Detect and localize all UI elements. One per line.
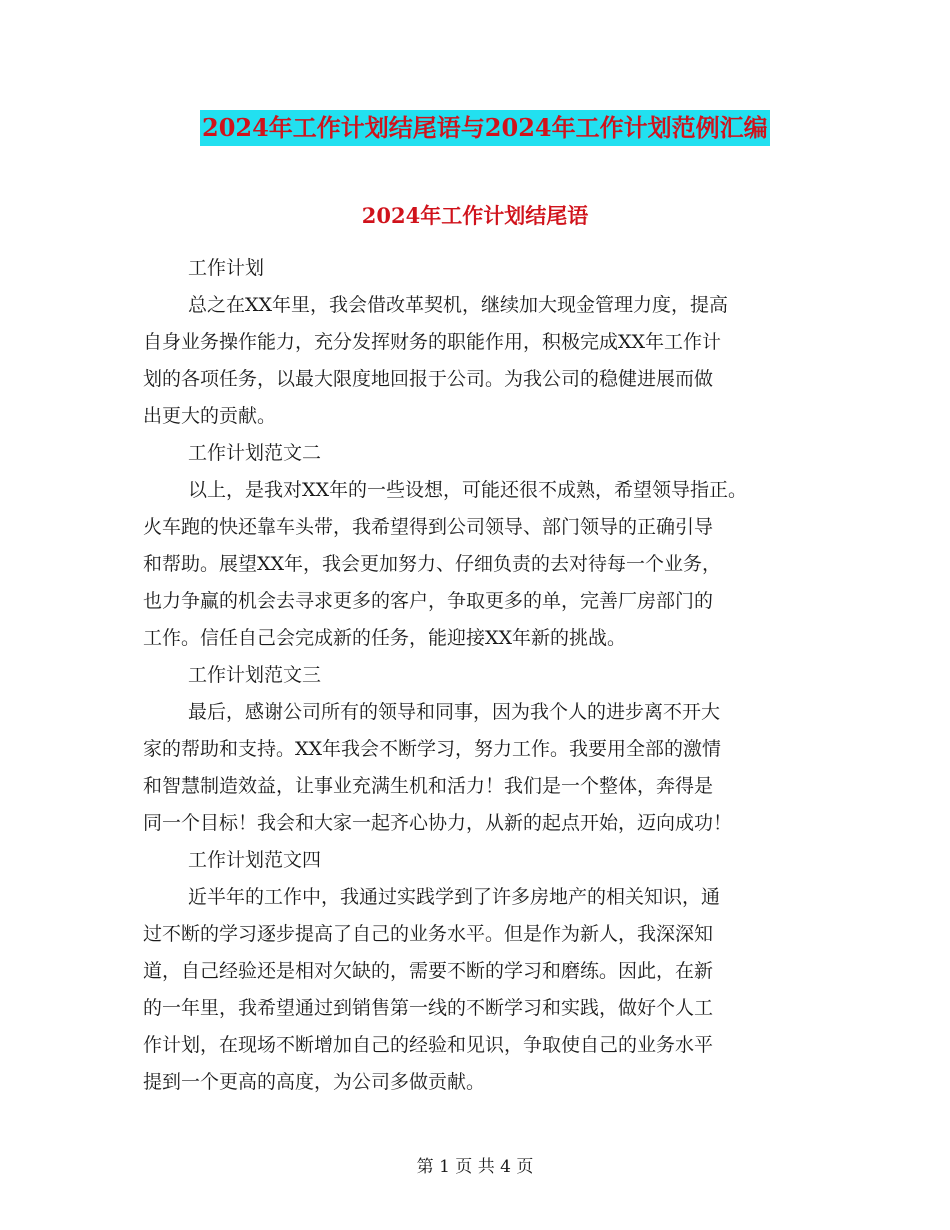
paragraph-line: 划的各项任务，以最大限度地回报于公司。为我公司的稳健进展而做 — [143, 368, 714, 390]
paragraph-line: 的一年里，我希望通过到销售第一线的不断学习和实践，做好个人工 — [143, 997, 714, 1019]
paragraph-line: 和帮助。展望XX年，我会更加努力、仔细负责的去对待每一个业务， — [143, 553, 722, 575]
paragraph-line: 家的帮助和支持。XX年我会不断学习，努力工作。我要用全部的激情 — [143, 738, 722, 760]
heading-sample-2: 工作计划范文二 — [188, 442, 322, 464]
heading-sample-4: 工作计划范文四 — [188, 849, 322, 871]
page-footer: 第 1 页 共 4 页 — [416, 1157, 534, 1177]
paragraph-line: 出更大的贡献。 — [143, 405, 277, 427]
paragraph-line: 和智慧制造效益，让事业充满生机和活力！我们是一个整体，奔得是 — [143, 775, 714, 797]
paragraph-line: 过不断的学习逐步提高了自己的业务水平。但是作为新人，我深深知 — [143, 923, 714, 945]
section-title: 2024年工作计划结尾语 — [361, 203, 589, 228]
document-body — [143, 250, 823, 1101]
paragraph-line: 以上，是我对XX年的一些设想，可能还很不成熟，希望领导指正。 — [188, 479, 748, 501]
paragraph-line: 近半年的工作中，我通过实践学到了许多房地产的相关知识，通 — [188, 886, 721, 908]
heading-sample-3: 工作计划范文三 — [188, 664, 322, 686]
paragraph-line: 作计划，在现场不断增加自己的经验和见识，争取使自己的业务水平 — [143, 1034, 714, 1056]
document-title: 2024年工作计划结尾语与2024年工作计划范例汇编 — [200, 110, 770, 146]
paragraph-line: 同一个目标！我会和大家一起齐心协力，从新的起点开始，迈向成功！ — [143, 812, 733, 834]
paragraph-line: 道，自己经验还是相对欠缺的，需要不断的学习和磨练。因此，在新 — [143, 960, 714, 982]
paragraph-line: 总之在XX年里，我会借改革契机，继续加大现金管理力度，提高 — [188, 294, 729, 316]
paragraph-line: 最后，感谢公司所有的领导和同事，因为我个人的进步离不开大 — [188, 701, 721, 723]
paragraph-line: 也力争赢的机会去寻求更多的客户，争取更多的单，完善厂房部门的 — [143, 590, 714, 612]
paragraph-line: 自身业务操作能力，充分发挥财务的职能作用，积极完成XX年工作计 — [143, 331, 722, 353]
paragraph-line: 工作。信任自己会完成新的任务，能迎接XX年新的挑战。 — [143, 627, 627, 649]
paragraph-line: 提到一个更高的高度，为公司多做贡献。 — [143, 1071, 486, 1093]
heading-work-plan: 工作计划 — [188, 257, 265, 279]
paragraph-line: 火车跑的快还靠车头带，我希望得到公司领导、部门领导的正确引导 — [143, 516, 714, 538]
